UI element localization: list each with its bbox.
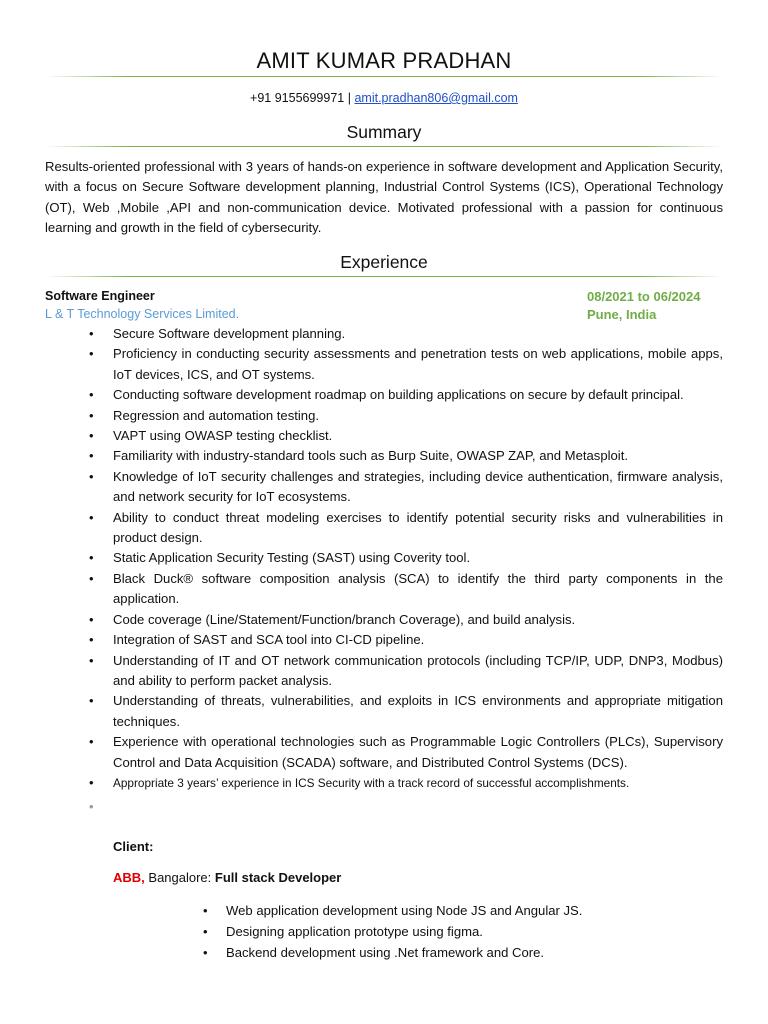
experience-bullet: • Regression and automation testing.: [45, 406, 723, 426]
empty-bullet: [45, 793, 723, 819]
experience-bullet: • Proficiency in conducting security assessments and penetration tests on web applications, mobile apps, IoT devices, ICS, and OT systems.: [45, 344, 723, 385]
client-bullet: • Web application development using Node JS and Angular JS.: [45, 900, 723, 921]
experience-bullet: • Understanding of IT and OT network communication protocols (including TCP/IP, UDP, DNP3, Modbus) and ability to perform packet analysis.: [45, 651, 723, 692]
experience-bullet: • Integration of SAST and SCA tool into CI-CD pipeline.: [45, 630, 723, 650]
experience-bullet: • Knowledge of IoT security challenges and strategies, including device authentication, firmware analysis, and network security for IoT ecosystems.: [45, 467, 723, 508]
contact-line: [45, 91, 723, 105]
experience-bullet: • Conducting software development roadmap on building applications on secure by default principal.: [45, 385, 723, 405]
experience-bullet: • VAPT using OWASP testing checklist.: [45, 426, 723, 446]
client-bullet-list: [45, 900, 723, 963]
experience-bullet: • Experience with operational technologies such as Programmable Logic Controllers (PLCs), Supervisory Control and Data Acquisition (SCADA) software, and Distributed Control Systems (DCS).: [45, 732, 723, 773]
client-bullet: • Designing application prototype using figma.: [45, 921, 723, 942]
experience-bullet: • Secure Software development planning.: [45, 324, 723, 344]
client-label: Client:: [113, 839, 154, 854]
experience-bullet: • Understanding of threats, vulnerabilities, and exploits in ICS environments and appropriate mitigation techniques.: [45, 691, 723, 732]
job-location: Pune, India: [587, 307, 657, 322]
client-bullet: • Backend development using .Net framework and Core.: [45, 942, 723, 963]
experience-bullet: • Familiarity with industry-standard tools such as Burp Suite, OWASP ZAP, and Metasploit.: [45, 446, 723, 466]
email-link[interactable]: amit.pradhan806@gmail.com: [354, 91, 518, 105]
client-line: [113, 870, 341, 885]
summary-heading: Summary: [346, 122, 422, 142]
job-title: Software Engineer: [45, 289, 155, 303]
candidate-name: AMIT KUMAR PRADHAN: [256, 48, 512, 73]
client-company: ABB,: [113, 870, 145, 885]
experience-heading: Experience: [340, 252, 428, 272]
experience-bullet: • Black Duck® software composition analysis (SCA) to identify the third party components in the application.: [45, 569, 723, 610]
summary-divider: [45, 146, 723, 147]
experience-bullet: • Static Application Security Testing (SAST) using Coverity tool.: [45, 548, 723, 568]
client-role: Full stack Developer: [214, 870, 342, 885]
experience-divider: [45, 276, 723, 277]
contact-separator: |: [347, 91, 351, 105]
experience-bullet: • Appropriate 3 years’ experience in ICS Security with a track record of successful accomplishments.: [45, 773, 723, 793]
summary-text: Results-oriented professional with 3 years of hands-on experience in software development and Application Security, with a focus on Secure Software development planning, Industrial Control Systems (ICS), Operational Technology (OT), Web ,Mobile ,API and non-communication device. Motivated professional with a passion for continuous learning and growth in the field of cybersecurity.: [45, 159, 723, 236]
company-name: L & T Technology Services Limited.: [45, 307, 240, 321]
experience-bullet: • Ability to conduct threat modeling exercises to identify potential security risks and vulnerabilities in product design.: [45, 508, 723, 549]
employment-dates: 08/2021 to 06/2024: [587, 289, 701, 304]
experience-bullet-list: [45, 324, 723, 819]
experience-bullet: • Code coverage (Line/Statement/Function/branch Coverage), and build analysis.: [45, 610, 723, 630]
phone-number: +91 9155699971: [250, 91, 345, 105]
header-divider: [45, 76, 723, 77]
client-city: Bangalore:: [144, 870, 215, 885]
